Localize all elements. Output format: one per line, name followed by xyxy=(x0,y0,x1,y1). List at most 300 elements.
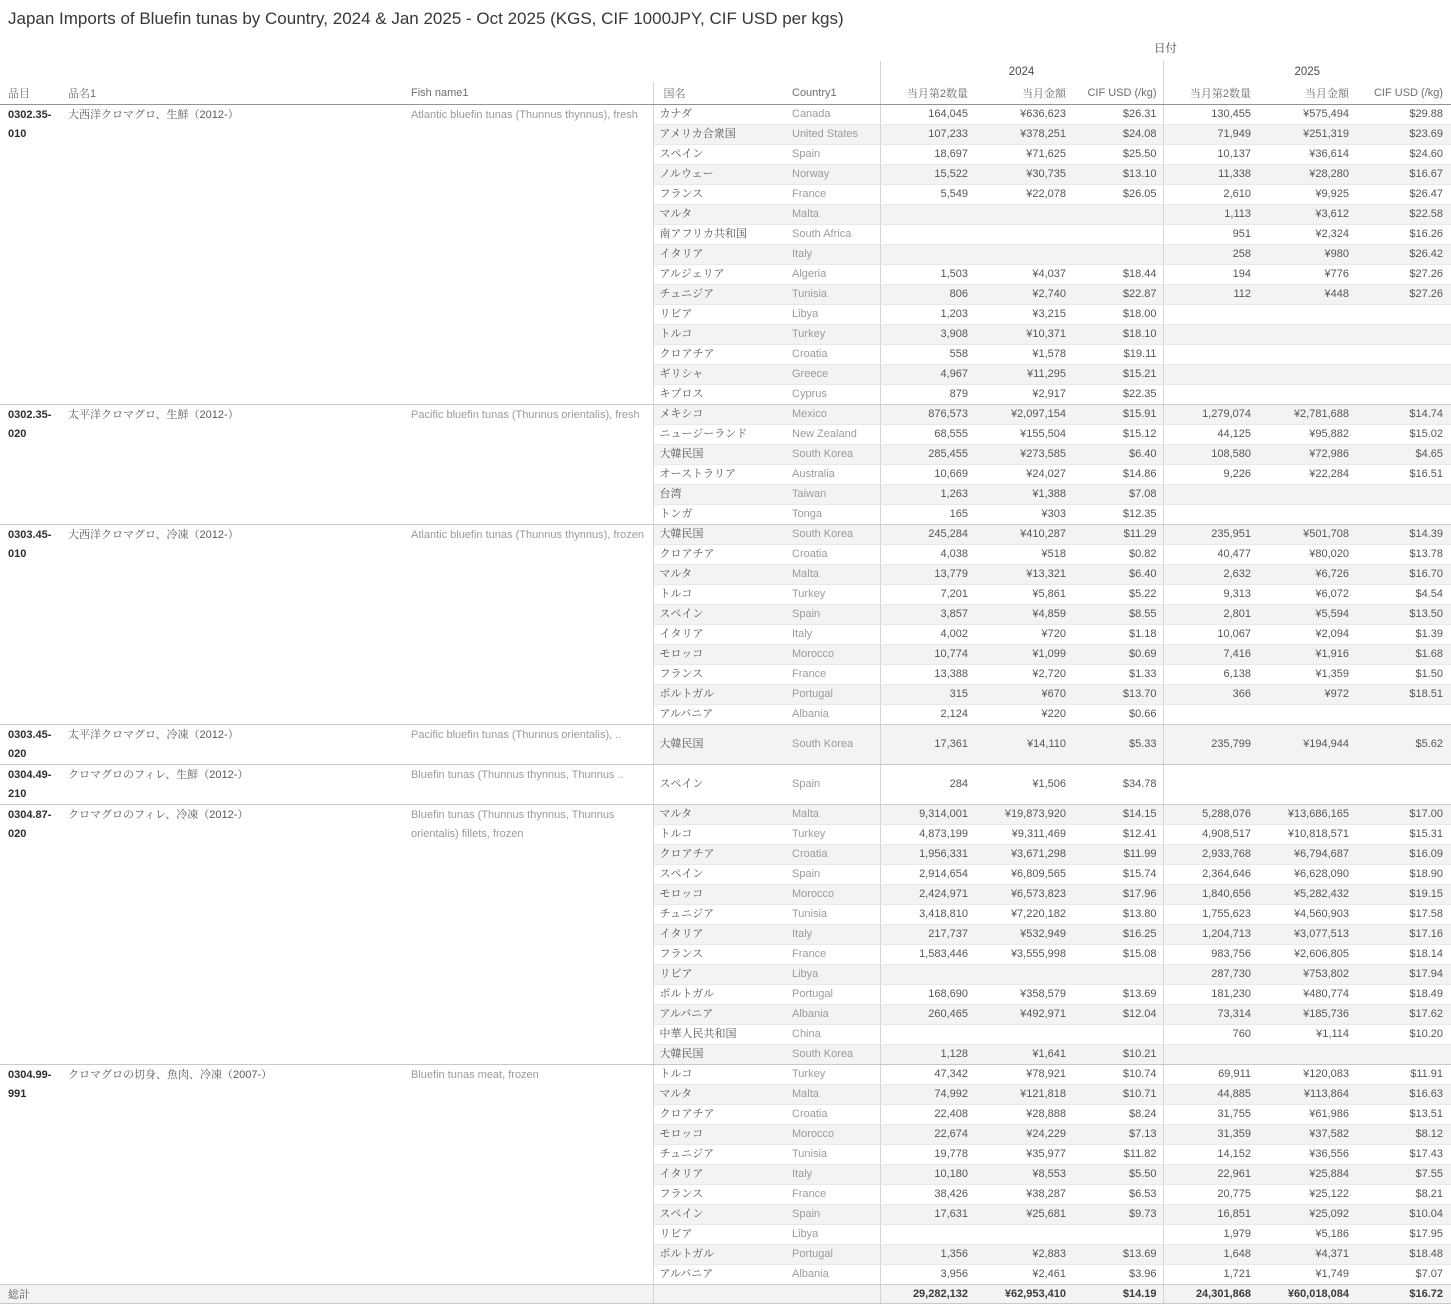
cif-2025-cell: $7.07 xyxy=(1351,1264,1451,1284)
amount-2025-cell: ¥36,614 xyxy=(1253,144,1351,164)
qty-2024-cell: 17,631 xyxy=(880,1204,970,1224)
qty-2025-cell: 287,730 xyxy=(1163,964,1253,984)
cif-2025-cell: $18.51 xyxy=(1351,684,1451,704)
qty-2025-cell: 1,113 xyxy=(1163,204,1253,224)
country-jp-cell: スペイン xyxy=(653,604,788,624)
qty-2025-cell: 44,125 xyxy=(1163,424,1253,444)
total-amount-2025: ¥60,018,084 xyxy=(1253,1284,1351,1303)
country-en-cell: South Korea xyxy=(788,724,880,764)
cif-2024-cell: $11.82 xyxy=(1068,1144,1163,1164)
cif-2025-cell: $10.04 xyxy=(1351,1204,1451,1224)
qty-2025-cell: 1,840,656 xyxy=(1163,884,1253,904)
amount-2024-cell: ¥5,861 xyxy=(970,584,1068,604)
cif-2025-cell: $13.50 xyxy=(1351,604,1451,624)
country-jp-cell: 中華人民共和国 xyxy=(653,1024,788,1044)
amount-2025-cell: ¥80,020 xyxy=(1253,544,1351,564)
country-jp-cell: クロアチア xyxy=(653,844,788,864)
cif-2024-cell: $9.73 xyxy=(1068,1204,1163,1224)
amount-2024-cell: ¥25,681 xyxy=(970,1204,1068,1224)
amount-2024-cell: ¥378,251 xyxy=(970,124,1068,144)
cif-2025-cell: $4.65 xyxy=(1351,444,1451,464)
amount-2024-cell: ¥518 xyxy=(970,544,1068,564)
country-en-cell: South Korea xyxy=(788,524,880,544)
cif-2025-cell: $24.60 xyxy=(1351,144,1451,164)
amount-2024-cell: ¥2,883 xyxy=(970,1244,1068,1264)
amount-2025-cell: ¥72,986 xyxy=(1253,444,1351,464)
qty-2024-cell: 1,203 xyxy=(880,304,970,324)
cif-2024-cell: $17.96 xyxy=(1068,884,1163,904)
country-en-cell: South Africa xyxy=(788,224,880,244)
country-jp-cell: マルタ xyxy=(653,564,788,584)
qty-2024-cell: 5,549 xyxy=(880,184,970,204)
country-jp-cell: イタリア xyxy=(653,924,788,944)
table-header xyxy=(0,35,1451,104)
cif-2025-cell xyxy=(1351,704,1451,724)
country-jp-cell: キプロス xyxy=(653,384,788,404)
table-row xyxy=(0,1064,1451,1084)
country-en-cell: New Zealand xyxy=(788,424,880,444)
amount-2024-cell: ¥670 xyxy=(970,684,1068,704)
cif-2024-cell xyxy=(1068,1024,1163,1044)
cif-2024-cell: $12.04 xyxy=(1068,1004,1163,1024)
qty-2025-cell: 194 xyxy=(1163,264,1253,284)
cif-2024-cell: $15.21 xyxy=(1068,364,1163,384)
cif-2025-cell: $13.78 xyxy=(1351,544,1451,564)
country-en-cell: Spain xyxy=(788,864,880,884)
qty-2025-cell xyxy=(1163,764,1253,804)
amount-2025-cell: ¥113,864 xyxy=(1253,1084,1351,1104)
qty-2024-cell: 1,356 xyxy=(880,1244,970,1264)
country-en-cell: Portugal xyxy=(788,984,880,1004)
country-jp-cell: モロッコ xyxy=(653,884,788,904)
country-jp-cell: カナダ xyxy=(653,104,788,124)
country-en-cell: Libya xyxy=(788,964,880,984)
cif-2024-cell: $8.24 xyxy=(1068,1104,1163,1124)
cif-2024-cell: $18.44 xyxy=(1068,264,1163,284)
col-header-item-code: 品目 xyxy=(0,82,62,104)
amount-2024-cell xyxy=(970,244,1068,264)
amount-2025-cell: ¥3,077,513 xyxy=(1253,924,1351,944)
qty-2025-cell: 11,338 xyxy=(1163,164,1253,184)
cif-2025-cell: $1.39 xyxy=(1351,624,1451,644)
amount-2024-cell xyxy=(970,1224,1068,1244)
amount-2024-cell: ¥303 xyxy=(970,504,1068,524)
country-en-cell: Albania xyxy=(788,704,880,724)
cif-2024-cell: $7.08 xyxy=(1068,484,1163,504)
country-en-cell: Morocco xyxy=(788,1124,880,1144)
qty-2024-cell: 3,908 xyxy=(880,324,970,344)
country-jp-cell: トルコ xyxy=(653,824,788,844)
total-qty-2025: 24,301,868 xyxy=(1163,1284,1253,1303)
header-spacer xyxy=(0,61,880,82)
country-en-cell: United States xyxy=(788,124,880,144)
amount-2024-cell: ¥273,585 xyxy=(970,444,1068,464)
qty-2024-cell: 168,690 xyxy=(880,984,970,1004)
amount-2024-cell: ¥14,110 xyxy=(970,724,1068,764)
fish-name-cell: Bluefin tunas (Thunnus thynnus, Thunnus .. xyxy=(405,764,653,804)
amount-2025-cell: ¥37,582 xyxy=(1253,1124,1351,1144)
country-jp-cell: リビア xyxy=(653,1224,788,1244)
qty-2025-cell: 235,951 xyxy=(1163,524,1253,544)
amount-2024-cell: ¥1,578 xyxy=(970,344,1068,364)
cif-2025-cell xyxy=(1351,324,1451,344)
cif-2025-cell: $13.51 xyxy=(1351,1104,1451,1124)
qty-2024-cell: 245,284 xyxy=(880,524,970,544)
fish-name-cell: Pacific bluefin tunas (Thunnus orientalis), .. xyxy=(405,724,653,764)
country-jp-cell: チュニジア xyxy=(653,904,788,924)
item-code-cell: 0302.35-020 xyxy=(0,404,62,524)
country-en-cell: France xyxy=(788,1184,880,1204)
amount-2025-cell: ¥1,114 xyxy=(1253,1024,1351,1044)
amount-2025-cell: ¥1,749 xyxy=(1253,1264,1351,1284)
country-en-cell: Spain xyxy=(788,144,880,164)
amount-2024-cell: ¥78,921 xyxy=(970,1064,1068,1084)
cif-2025-cell: $27.26 xyxy=(1351,284,1451,304)
qty-2025-cell: 1,204,713 xyxy=(1163,924,1253,944)
fish-name-cell: Pacific bluefin tunas (Thunnus orientalis), fresh xyxy=(405,404,653,524)
item-name-jp-cell: クロマグロの切身、魚肉、冷凍（2007-） xyxy=(62,1064,405,1284)
year-2024-header: 2024 xyxy=(880,61,1163,82)
country-en-cell: Morocco xyxy=(788,884,880,904)
qty-2024-cell: 107,233 xyxy=(880,124,970,144)
qty-2024-cell: 22,674 xyxy=(880,1124,970,1144)
country-jp-cell: チュニジア xyxy=(653,1144,788,1164)
country-en-cell: Turkey xyxy=(788,824,880,844)
qty-2025-cell: 4,908,517 xyxy=(1163,824,1253,844)
cif-2025-cell xyxy=(1351,304,1451,324)
country-en-cell: Tunisia xyxy=(788,284,880,304)
qty-2024-cell: 10,774 xyxy=(880,644,970,664)
col-header-fish-name: Fish name1 xyxy=(405,82,653,104)
qty-2024-cell: 4,967 xyxy=(880,364,970,384)
qty-2025-cell: 366 xyxy=(1163,684,1253,704)
table-row xyxy=(0,804,1451,824)
cif-2025-cell: $1.68 xyxy=(1351,644,1451,664)
qty-2024-cell: 3,857 xyxy=(880,604,970,624)
qty-2025-cell: 31,755 xyxy=(1163,1104,1253,1124)
amount-2025-cell: ¥753,802 xyxy=(1253,964,1351,984)
amount-2025-cell: ¥1,359 xyxy=(1253,664,1351,684)
country-en-cell: Spain xyxy=(788,764,880,804)
cif-2024-cell: $10.21 xyxy=(1068,1044,1163,1064)
country-en-cell: Albania xyxy=(788,1004,880,1024)
cif-2025-cell: $10.20 xyxy=(1351,1024,1451,1044)
table-body xyxy=(0,104,1451,1284)
amount-2024-cell: ¥6,809,565 xyxy=(970,864,1068,884)
qty-2025-cell: 14,152 xyxy=(1163,1144,1253,1164)
amount-2024-cell: ¥30,735 xyxy=(970,164,1068,184)
country-jp-cell: 大韓民国 xyxy=(653,1044,788,1064)
amount-2025-cell: ¥36,556 xyxy=(1253,1144,1351,1164)
cif-2024-cell: $15.08 xyxy=(1068,944,1163,964)
country-jp-cell: モロッコ xyxy=(653,1124,788,1144)
cif-2024-cell: $18.10 xyxy=(1068,324,1163,344)
country-en-cell: Malta xyxy=(788,804,880,824)
table-row xyxy=(0,404,1451,424)
amount-2024-cell xyxy=(970,964,1068,984)
country-jp-cell: イタリア xyxy=(653,624,788,644)
cif-2024-cell: $14.86 xyxy=(1068,464,1163,484)
amount-2024-cell: ¥2,740 xyxy=(970,284,1068,304)
qty-2024-cell xyxy=(880,1024,970,1044)
amount-2025-cell: ¥28,280 xyxy=(1253,164,1351,184)
country-jp-cell: アルバニア xyxy=(653,1004,788,1024)
amount-2025-cell: ¥251,319 xyxy=(1253,124,1351,144)
amount-2025-cell: ¥6,726 xyxy=(1253,564,1351,584)
amount-2025-cell: ¥448 xyxy=(1253,284,1351,304)
amount-2025-cell: ¥5,186 xyxy=(1253,1224,1351,1244)
total-cif-2024: $14.19 xyxy=(1068,1284,1163,1303)
qty-2025-cell: 983,756 xyxy=(1163,944,1253,964)
amount-2025-cell xyxy=(1253,364,1351,384)
cif-2024-cell: $15.91 xyxy=(1068,404,1163,424)
amount-2024-cell: ¥19,873,920 xyxy=(970,804,1068,824)
qty-2024-cell: 558 xyxy=(880,344,970,364)
amount-2025-cell xyxy=(1253,384,1351,404)
country-jp-cell: チュニジア xyxy=(653,284,788,304)
cif-2025-cell xyxy=(1351,1044,1451,1064)
qty-2024-cell: 4,038 xyxy=(880,544,970,564)
country-en-cell: Malta xyxy=(788,204,880,224)
amount-2025-cell xyxy=(1253,504,1351,524)
country-en-cell: Libya xyxy=(788,304,880,324)
country-en-cell: Spain xyxy=(788,1204,880,1224)
grand-total-label: 総計 xyxy=(0,1284,653,1303)
cif-2024-cell: $5.22 xyxy=(1068,584,1163,604)
item-name-jp-cell: 大西洋クロマグロ、生鮮（2012-） xyxy=(62,104,405,404)
qty-2025-cell: 2,364,646 xyxy=(1163,864,1253,884)
amount-2024-cell: ¥3,671,298 xyxy=(970,844,1068,864)
total-country-en-cell xyxy=(788,1284,880,1303)
qty-2025-cell xyxy=(1163,304,1253,324)
amount-2025-cell: ¥6,794,687 xyxy=(1253,844,1351,864)
table-row xyxy=(0,104,1451,124)
amount-2025-cell: ¥13,686,165 xyxy=(1253,804,1351,824)
country-jp-cell: トルコ xyxy=(653,584,788,604)
qty-2024-cell: 7,201 xyxy=(880,584,970,604)
qty-2024-cell: 1,503 xyxy=(880,264,970,284)
date-header-row xyxy=(0,35,1451,61)
qty-2025-cell: 108,580 xyxy=(1163,444,1253,464)
qty-2025-cell: 258 xyxy=(1163,244,1253,264)
country-en-cell: Croatia xyxy=(788,344,880,364)
cif-2024-cell: $24.08 xyxy=(1068,124,1163,144)
cif-2024-cell: $15.12 xyxy=(1068,424,1163,444)
col-header-country-en: Country1 xyxy=(788,82,880,104)
amount-2024-cell: ¥121,818 xyxy=(970,1084,1068,1104)
qty-2025-cell xyxy=(1163,344,1253,364)
amount-2025-cell: ¥2,094 xyxy=(1253,624,1351,644)
qty-2025-cell: 130,455 xyxy=(1163,104,1253,124)
qty-2024-cell: 284 xyxy=(880,764,970,804)
qty-2025-cell: 9,226 xyxy=(1163,464,1253,484)
country-jp-cell: トンガ xyxy=(653,504,788,524)
cif-2024-cell: $11.99 xyxy=(1068,844,1163,864)
country-jp-cell: メキシコ xyxy=(653,404,788,424)
qty-2024-cell: 13,388 xyxy=(880,664,970,684)
cif-2024-cell: $0.66 xyxy=(1068,704,1163,724)
amount-2025-cell xyxy=(1253,304,1351,324)
imports-table xyxy=(0,35,1451,1304)
country-jp-cell: クロアチア xyxy=(653,344,788,364)
qty-2024-cell: 17,361 xyxy=(880,724,970,764)
amount-2024-cell: ¥38,287 xyxy=(970,1184,1068,1204)
item-code-cell: 0302.35-010 xyxy=(0,104,62,404)
country-en-cell: Spain xyxy=(788,604,880,624)
qty-2025-cell: 2,610 xyxy=(1163,184,1253,204)
cif-2024-cell: $26.05 xyxy=(1068,184,1163,204)
qty-2025-cell: 40,477 xyxy=(1163,544,1253,564)
item-name-jp-cell: 太平洋クロマグロ、冷凍（2012-） xyxy=(62,724,405,764)
cif-2024-cell: $18.00 xyxy=(1068,304,1163,324)
country-jp-cell: 大韓民国 xyxy=(653,724,788,764)
qty-2025-cell: 9,313 xyxy=(1163,584,1253,604)
qty-2025-cell: 10,067 xyxy=(1163,624,1253,644)
cif-2024-cell: $16.25 xyxy=(1068,924,1163,944)
qty-2024-cell: 4,873,199 xyxy=(880,824,970,844)
cif-2025-cell: $17.58 xyxy=(1351,904,1451,924)
item-code-cell: 0304.49-210 xyxy=(0,764,62,804)
qty-2025-cell: 20,775 xyxy=(1163,1184,1253,1204)
cif-2024-cell: $26.31 xyxy=(1068,104,1163,124)
country-jp-cell: 大韓民国 xyxy=(653,524,788,544)
qty-2025-cell xyxy=(1163,324,1253,344)
country-jp-cell: マルタ xyxy=(653,204,788,224)
amount-2025-cell: ¥95,882 xyxy=(1253,424,1351,444)
qty-2024-cell: 260,465 xyxy=(880,1004,970,1024)
amount-2025-cell: ¥980 xyxy=(1253,244,1351,264)
cif-2024-cell: $0.69 xyxy=(1068,644,1163,664)
country-en-cell: South Korea xyxy=(788,444,880,464)
total-country-jp-cell xyxy=(653,1284,788,1303)
cif-2025-cell: $17.00 xyxy=(1351,804,1451,824)
qty-2025-cell: 5,288,076 xyxy=(1163,804,1253,824)
fish-name-cell: Atlantic bluefin tunas (Thunnus thynnus), fresh xyxy=(405,104,653,404)
amount-2024-cell: ¥492,971 xyxy=(970,1004,1068,1024)
cif-2024-cell: $19.11 xyxy=(1068,344,1163,364)
cif-2025-cell: $27.26 xyxy=(1351,264,1451,284)
year-2025-header: 2025 xyxy=(1163,61,1451,82)
cif-2024-cell: $22.35 xyxy=(1068,384,1163,404)
amount-2024-cell: ¥22,078 xyxy=(970,184,1068,204)
qty-2024-cell: 10,180 xyxy=(880,1164,970,1184)
qty-2025-cell: 71,949 xyxy=(1163,124,1253,144)
country-jp-cell: ポルトガル xyxy=(653,684,788,704)
country-jp-cell: マルタ xyxy=(653,1084,788,1104)
qty-2024-cell xyxy=(880,224,970,244)
qty-2024-cell: 876,573 xyxy=(880,404,970,424)
cif-2024-cell: $3.96 xyxy=(1068,1264,1163,1284)
amount-2024-cell: ¥1,388 xyxy=(970,484,1068,504)
country-en-cell: Tonga xyxy=(788,504,880,524)
table-footer xyxy=(0,1284,1451,1303)
country-jp-cell: リビア xyxy=(653,304,788,324)
qty-2024-cell: 9,314,001 xyxy=(880,804,970,824)
qty-2024-cell: 4,002 xyxy=(880,624,970,644)
cif-2024-cell xyxy=(1068,204,1163,224)
qty-2024-cell: 10,669 xyxy=(880,464,970,484)
item-code-cell: 0303.45-020 xyxy=(0,724,62,764)
amount-2024-cell: ¥1,099 xyxy=(970,644,1068,664)
cif-2025-cell: $8.12 xyxy=(1351,1124,1451,1144)
amount-2025-cell xyxy=(1253,704,1351,724)
cif-2025-cell xyxy=(1351,484,1451,504)
cif-2025-cell: $4.54 xyxy=(1351,584,1451,604)
qty-2024-cell: 1,263 xyxy=(880,484,970,504)
qty-2025-cell: 951 xyxy=(1163,224,1253,244)
country-en-cell: Italy xyxy=(788,924,880,944)
qty-2025-cell: 2,632 xyxy=(1163,564,1253,584)
amount-2025-cell: ¥120,083 xyxy=(1253,1064,1351,1084)
qty-2025-cell: 31,359 xyxy=(1163,1124,1253,1144)
amount-2025-cell: ¥2,781,688 xyxy=(1253,404,1351,424)
amount-2024-cell: ¥2,461 xyxy=(970,1264,1068,1284)
amount-2025-cell: ¥25,092 xyxy=(1253,1204,1351,1224)
amount-2024-cell: ¥1,641 xyxy=(970,1044,1068,1064)
country-jp-cell: クロアチア xyxy=(653,1104,788,1124)
cif-2024-cell: $5.50 xyxy=(1068,1164,1163,1184)
amount-2024-cell: ¥8,553 xyxy=(970,1164,1068,1184)
qty-2024-cell: 2,424,971 xyxy=(880,884,970,904)
country-jp-cell: アルバニア xyxy=(653,704,788,724)
amount-2025-cell: ¥25,884 xyxy=(1253,1164,1351,1184)
fish-name-cell: Atlantic bluefin tunas (Thunnus thynnus), frozen xyxy=(405,524,653,724)
cif-2025-cell: $16.26 xyxy=(1351,224,1451,244)
grand-total-row xyxy=(0,1284,1451,1303)
country-jp-cell: クロアチア xyxy=(653,544,788,564)
qty-2025-cell xyxy=(1163,364,1253,384)
cif-2024-cell: $10.74 xyxy=(1068,1064,1163,1084)
country-jp-cell: イタリア xyxy=(653,244,788,264)
qty-2024-cell xyxy=(880,1224,970,1244)
amount-2024-cell: ¥2,720 xyxy=(970,664,1068,684)
amount-2024-cell: ¥155,504 xyxy=(970,424,1068,444)
cif-2025-cell: $29.88 xyxy=(1351,104,1451,124)
amount-2024-cell: ¥24,027 xyxy=(970,464,1068,484)
amount-2024-cell: ¥220 xyxy=(970,704,1068,724)
table-row xyxy=(0,724,1451,764)
cif-2025-cell: $17.62 xyxy=(1351,1004,1451,1024)
amount-2024-cell: ¥720 xyxy=(970,624,1068,644)
cif-2024-cell: $1.18 xyxy=(1068,624,1163,644)
qty-2024-cell xyxy=(880,244,970,264)
cif-2024-cell: $13.10 xyxy=(1068,164,1163,184)
country-jp-cell: ポルトガル xyxy=(653,1244,788,1264)
qty-2025-cell xyxy=(1163,504,1253,524)
col-header-qty-2025: 当月第2数量 xyxy=(1163,82,1253,104)
cif-2025-cell: $11.91 xyxy=(1351,1064,1451,1084)
country-en-cell: Cyprus xyxy=(788,384,880,404)
cif-2025-cell: $1.50 xyxy=(1351,664,1451,684)
amount-2025-cell: ¥194,944 xyxy=(1253,724,1351,764)
amount-2025-cell: ¥22,284 xyxy=(1253,464,1351,484)
cif-2025-cell: $17.94 xyxy=(1351,964,1451,984)
cif-2024-cell: $12.41 xyxy=(1068,824,1163,844)
country-jp-cell: ノルウェー xyxy=(653,164,788,184)
cif-2024-cell xyxy=(1068,964,1163,984)
amount-2025-cell: ¥480,774 xyxy=(1253,984,1351,1004)
qty-2025-cell: 235,799 xyxy=(1163,724,1253,764)
item-name-jp-cell: 大西洋クロマグロ、冷凍（2012-） xyxy=(62,524,405,724)
amount-2025-cell: ¥972 xyxy=(1253,684,1351,704)
qty-2024-cell xyxy=(880,964,970,984)
country-en-cell: Morocco xyxy=(788,644,880,664)
amount-2024-cell: ¥11,295 xyxy=(970,364,1068,384)
cif-2025-cell: $17.16 xyxy=(1351,924,1451,944)
qty-2024-cell: 3,956 xyxy=(880,1264,970,1284)
total-amount-2024: ¥62,953,410 xyxy=(970,1284,1068,1303)
col-header-amount-2025: 当月金額 xyxy=(1253,82,1351,104)
